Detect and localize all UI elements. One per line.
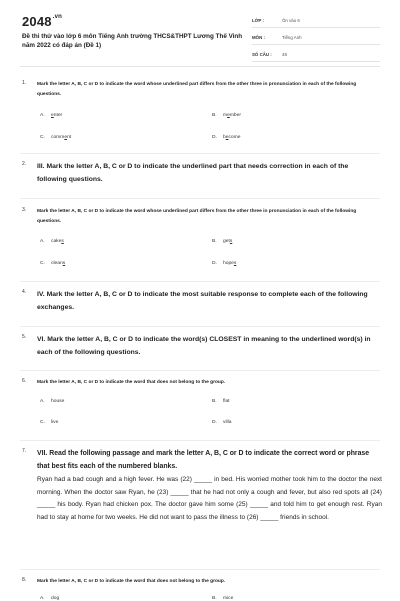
option-d[interactable]: D. hopes	[212, 261, 237, 266]
question-number: 1.	[22, 80, 27, 86]
option-c[interactable]: C. comment	[40, 135, 72, 140]
question-number: 3.	[22, 207, 27, 213]
meta-value: 48	[282, 52, 287, 57]
question-text: VII. Read the following passage and mark the letter A, B, C or D to indicate the correct word or phrase that best fits each of the numbered blanks.	[37, 450, 370, 470]
logo-text: 2048	[22, 14, 52, 29]
answer-blank[interactable]: _____	[260, 513, 279, 521]
site-logo[interactable]	[22, 14, 62, 29]
answer-blank[interactable]: _____	[249, 501, 268, 509]
meta-subject	[252, 31, 380, 45]
meta-class	[252, 14, 380, 28]
meta-value: Tiếng Anh	[282, 35, 302, 40]
question-number: 7.	[22, 448, 27, 454]
reading-passage: Ryan had a bad cough and a high fever. He was (22) _____ in bed. His worried mother took him to the doctor the next morning. When the doctor saw Ryan, he (23) _____ that he had not only a cough and fever, but also red spots all (24) _____ his body. Ryan had chicken pox. The doctor gave him some (25) _____ and told him to get enough rest. Ryan had to stay at home for two weeks. He did not want to pass the illness to (26) _____ friends in school.	[37, 476, 382, 521]
option-c[interactable]: C. cleans	[40, 261, 66, 266]
question-number: 4.	[22, 289, 27, 295]
option-b[interactable]: B. member	[212, 113, 241, 118]
question-separator	[20, 153, 380, 154]
question-text: IV. Mark the letter A, B, C or D to indicate the most suitable response to complete each of the following exchanges.	[37, 291, 368, 311]
meta-label: LỚP :	[252, 18, 264, 23]
option-a[interactable]: A. house	[40, 399, 65, 404]
question-separator	[20, 198, 380, 199]
question-separator	[20, 281, 380, 282]
question-text: Mark the letter A, B, C or D to indicate the word whose underlined part differs from the other three in pronunciation in each of the following questions.	[37, 209, 357, 224]
option-a[interactable]: A. cakes	[40, 239, 64, 244]
question-separator	[20, 440, 380, 441]
meta-count	[252, 48, 380, 62]
answer-blank[interactable]: _____	[170, 488, 189, 496]
question-text: VI. Mark the letter A, B, C or D to indicate the word(s) CLOSEST in meaning to the underlined word(s) in each of the following questions.	[37, 336, 371, 356]
question-text: Mark the letter A, B, C or D to indicate the word that does not belong to the group.	[37, 579, 226, 584]
meta-value: Ôn vào 6	[282, 18, 300, 23]
exam-title: Đề thi thử vào lớp 6 môn Tiếng Anh trường THCS&THPT Lương Thế Vinh năm 2022 có đáp án (Đề 1)	[22, 33, 243, 49]
question-text: Mark the letter A, B, C or D to indicate the word whose underlined part differs from the other three in pronunciation in each of the following questions.	[37, 82, 357, 97]
page-header	[0, 0, 400, 62]
exam-meta	[252, 14, 380, 65]
option-d[interactable]: D. become	[212, 135, 241, 140]
question-text: III. Mark the letter A, B, C or D to indicate the underlined part that needs correction in each of the following questions.	[37, 163, 349, 183]
header-divider	[20, 66, 380, 67]
option-b[interactable]: B. flat	[212, 399, 230, 404]
question-text: Mark the letter A, B, C or D to indicate the word that does not belong to the group.	[37, 380, 226, 385]
answer-blank[interactable]: _____	[193, 476, 213, 483]
meta-label: MÔN :	[252, 35, 265, 40]
question-separator	[20, 569, 380, 570]
option-b[interactable]: B. mice	[212, 596, 234, 601]
question-number: 8.	[22, 577, 27, 583]
logo-suffix: .vn	[52, 14, 63, 20]
question-separator	[20, 370, 380, 371]
question-number: 5.	[22, 334, 27, 340]
question-number: 6.	[22, 378, 27, 384]
option-a[interactable]: A. dog	[40, 596, 60, 601]
option-b[interactable]: B. gets	[212, 239, 233, 244]
answer-blank[interactable]: _____	[37, 501, 56, 509]
question-number: 2.	[22, 161, 27, 167]
option-a[interactable]: A. enter	[40, 113, 63, 118]
meta-label: SỐ CÂU :	[252, 52, 272, 57]
option-c[interactable]: C. live	[40, 420, 59, 425]
option-d[interactable]: D. villa	[212, 420, 232, 425]
question-separator	[20, 326, 380, 327]
